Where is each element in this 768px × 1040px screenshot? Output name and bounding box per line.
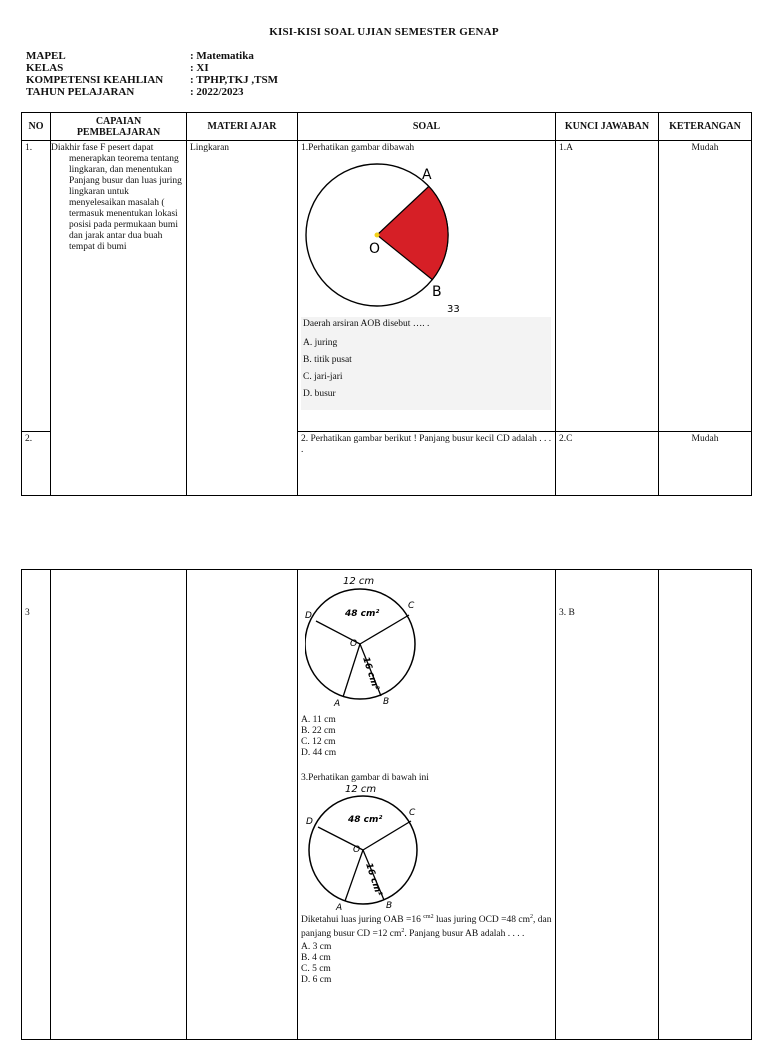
question-part: luas juring OCD =48 cm xyxy=(433,915,530,926)
option-d: D. busur xyxy=(303,389,336,399)
meta-label: TAHUN PELAJARAN xyxy=(26,86,135,98)
header-materi: MATERI AJAR xyxy=(187,113,298,141)
center-label: O xyxy=(369,241,381,257)
point-a-label: A xyxy=(422,167,432,183)
option-b: B. 4 cm xyxy=(301,953,331,964)
meta-value: : TPHP,TKJ ,TSM xyxy=(190,74,279,86)
option-b: B. 22 cm xyxy=(301,726,336,736)
sector-area-label-2: 16 cm² xyxy=(360,655,381,692)
arc-length-label: 12 cm xyxy=(343,576,375,587)
center-label: O xyxy=(353,845,361,855)
question-superscript: 2 xyxy=(530,914,533,920)
question-part: , dan panjang busur CD =12 cm xyxy=(301,915,552,940)
question-part: Diketahui luas juring OAB =16 xyxy=(301,915,424,926)
radius-oc xyxy=(360,615,409,644)
arc-length-label: 12 cm xyxy=(345,784,377,795)
kisi-kisi-table xyxy=(21,112,752,496)
soal-cell: 2. Perhatikan gambar berikut ! Panjang busur kecil CD adalah . . . . xyxy=(298,432,556,496)
kunci-cell: 1.A xyxy=(556,141,659,432)
figure-caption: 33 xyxy=(447,304,460,315)
meta-label: KOMPETENSI KEAHLIAN xyxy=(26,74,164,86)
meta-value: : XI xyxy=(190,62,209,74)
capaian-cell xyxy=(51,141,187,496)
header-keterangan: KETERANGAN xyxy=(659,113,752,141)
question-superscript: 2 xyxy=(401,928,405,935)
table-header-row xyxy=(22,113,752,141)
row-no: 1. xyxy=(22,141,51,432)
circle-sectors-figure xyxy=(305,572,435,707)
option-b: B. titik pusat xyxy=(303,355,352,365)
materi-cell: Lingkaran xyxy=(187,141,298,496)
center-label: O xyxy=(350,639,358,649)
question-part: . Panjang busur AB adalah . . . . xyxy=(404,929,525,940)
circle-sectors-figure-2 xyxy=(305,784,435,910)
point-c-label: C xyxy=(409,808,416,818)
capaian-cell xyxy=(51,570,187,1040)
option-a: A. 3 cm xyxy=(301,942,332,953)
soal-intro: 3.Perhatikan gambar di bawah ini xyxy=(301,773,429,783)
keterangan-cell xyxy=(659,570,752,1040)
sector-figure xyxy=(301,155,551,315)
soal-cell xyxy=(298,570,556,1040)
table-row xyxy=(22,141,752,432)
option-a: A. 11 cm xyxy=(301,715,336,725)
point-b-label: B xyxy=(432,284,442,300)
keterangan-cell: Mudah xyxy=(659,432,752,496)
option-d: D. 44 cm xyxy=(301,748,337,758)
question-text: Daerah arsiran AOB disebut …. . xyxy=(303,319,430,329)
option-a: A. juring xyxy=(303,338,338,348)
option-d: D. 6 cm xyxy=(301,975,332,986)
center-point xyxy=(375,233,380,238)
row-no: 3 xyxy=(22,570,51,1040)
radius-oc xyxy=(363,821,411,850)
question-superscript: cm2 xyxy=(423,914,434,920)
capaian-text-first: Diakhir fase F pesert dapat xyxy=(51,143,154,153)
question-box xyxy=(301,317,551,410)
option-c: C. jari-jari xyxy=(303,372,343,382)
header-capaian: CAPAIAN PEMBELAJARAN xyxy=(51,113,187,141)
materi-cell xyxy=(187,570,298,1040)
options-list xyxy=(301,715,552,759)
point-a-label: A xyxy=(336,903,343,910)
point-c-label: C xyxy=(408,601,415,611)
kunci-cell: 2.C xyxy=(556,432,659,496)
soal-cell xyxy=(298,141,556,432)
options-list-2 xyxy=(301,942,552,986)
point-b-label: B xyxy=(383,697,390,707)
point-b-label: B xyxy=(386,901,393,910)
radius-oa xyxy=(345,850,363,901)
capaian-text: menerapkan teorema tentang lingkaran, dan menentukan Panjang busur dan luas juring lingkaran untuk menyelesaikan masalah ( termasuk menentukan lokasi posisi pada permukaan bumi dan jarak antar dua buah tempat di bumi xyxy=(69,154,182,252)
sector-area-label: 48 cm² xyxy=(345,609,380,619)
row-no: 2. xyxy=(22,432,51,496)
option-c: C. 12 cm xyxy=(301,737,336,747)
meta-value: : Matematika xyxy=(190,50,254,62)
table-row xyxy=(22,570,752,1040)
point-d-label: D xyxy=(305,611,312,621)
keterangan-cell: Mudah xyxy=(659,141,752,432)
kunci-cell: 3. B xyxy=(556,570,659,1040)
radius-oa xyxy=(343,644,360,697)
question-text xyxy=(301,912,552,940)
header-no: NO xyxy=(22,113,51,141)
point-a-label: A xyxy=(334,699,341,707)
meta-label: KELAS xyxy=(26,62,64,74)
kisi-kisi-table-continued xyxy=(21,569,752,1040)
header-soal: SOAL xyxy=(298,113,556,141)
header-kunci: KUNCI JAWABAN xyxy=(556,113,659,141)
soal-intro: 1.Perhatikan gambar dibawah xyxy=(301,143,415,153)
document-title: KISI-KISI SOAL UJIAN SEMESTER GENAP xyxy=(269,26,499,38)
meta-value: : 2022/2023 xyxy=(190,86,244,98)
point-d-label: D xyxy=(306,817,313,827)
meta-label: MAPEL xyxy=(26,50,66,62)
sector-area-label: 48 cm² xyxy=(348,815,383,825)
option-c: C. 5 cm xyxy=(301,964,331,975)
sector-area-label-2: 16 cm² xyxy=(363,861,384,898)
